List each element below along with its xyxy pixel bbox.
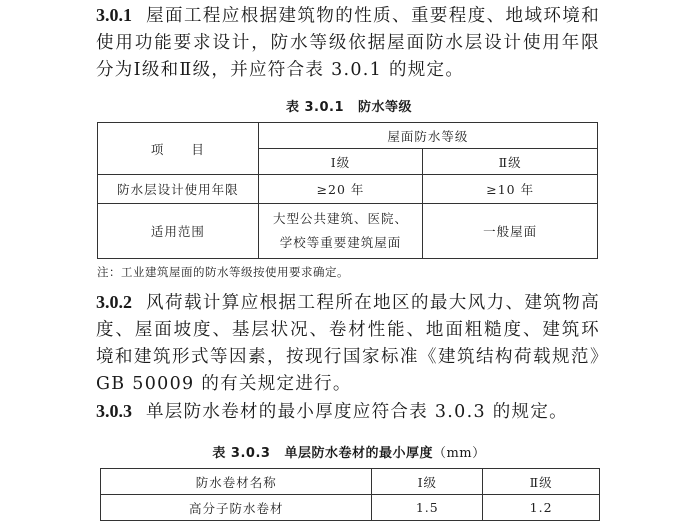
header-material-name: 防水卷材名称 [101, 469, 372, 495]
caption-unit: （mm） [432, 446, 486, 461]
table-3-0-1-caption [0, 96, 698, 115]
header-grade-2: Ⅱ级 [423, 149, 598, 175]
clause-3-0-3 [96, 398, 600, 426]
table-3-0-3 [100, 468, 600, 521]
cell-grade-1: ≥20 年 [258, 175, 423, 204]
cell-grade-2: 1.2 [483, 495, 600, 521]
row-label: 适用范围 [98, 204, 259, 259]
table-row [98, 175, 598, 204]
table-row [101, 495, 600, 521]
clause-number: 3.0.3 [96, 401, 132, 421]
header-grade-2: Ⅱ级 [483, 469, 600, 495]
caption-title: 单层防水卷材的最小厚度 [284, 446, 433, 461]
clause-text: 单层防水卷材的最小厚度应符合表 3.0.3 的规定。 [146, 402, 568, 422]
row-label: 防水层设计使用年限 [98, 175, 259, 204]
clause-number: 3.0.1 [96, 5, 132, 25]
caption-number: 表 3.0.1 [285, 100, 345, 115]
header-roof-grade: 屋面防水等级 [258, 123, 597, 149]
table-3-0-3-caption [0, 442, 698, 461]
header-item: 项 目 [98, 123, 259, 175]
cell-material-name: 高分子防水卷材 [101, 495, 372, 521]
clause-3-0-1 [96, 2, 600, 84]
table-note: 注：工业建筑屋面的防水等级按使用要求确定。 [97, 265, 349, 279]
cell-line: 学校等重要建筑屋面 [279, 235, 402, 250]
cell-line: 大型公共建筑、医院、 [273, 211, 409, 226]
cell-grade-1: 1.5 [372, 495, 483, 521]
cell-grade-2: ≥10 年 [423, 175, 598, 204]
caption-title: 防水等级 [358, 100, 413, 115]
clause-text: 风荷载计算应根据工程所在地区的最大风力、建筑物高度、屋面坡度、基层状况、卷材性能、地面粗糙度、建筑环境和建筑形式等因素，按现行国家标准《建筑结构荷载规范》GB 50009 的有关规定进行。 [96, 293, 600, 394]
header-grade-1: Ⅰ级 [258, 149, 423, 175]
clause-number: 3.0.2 [96, 292, 132, 312]
table-3-0-1 [97, 122, 598, 259]
caption-number: 表 3.0.3 [212, 446, 271, 461]
clause-text: 屋面工程应根据建筑物的性质、重要程度、地域环境和使用功能要求设计，防水等级依据屋面防水层设计使用年限分为Ⅰ级和Ⅱ级，并应符合表 3.0.1 的规定。 [96, 6, 600, 80]
table-row [98, 204, 598, 259]
header-grade-1: Ⅰ级 [372, 469, 483, 495]
cell-grade-2: 一般屋面 [423, 204, 598, 259]
clause-3-0-2 [96, 289, 600, 398]
cell-grade-1 [258, 204, 423, 259]
